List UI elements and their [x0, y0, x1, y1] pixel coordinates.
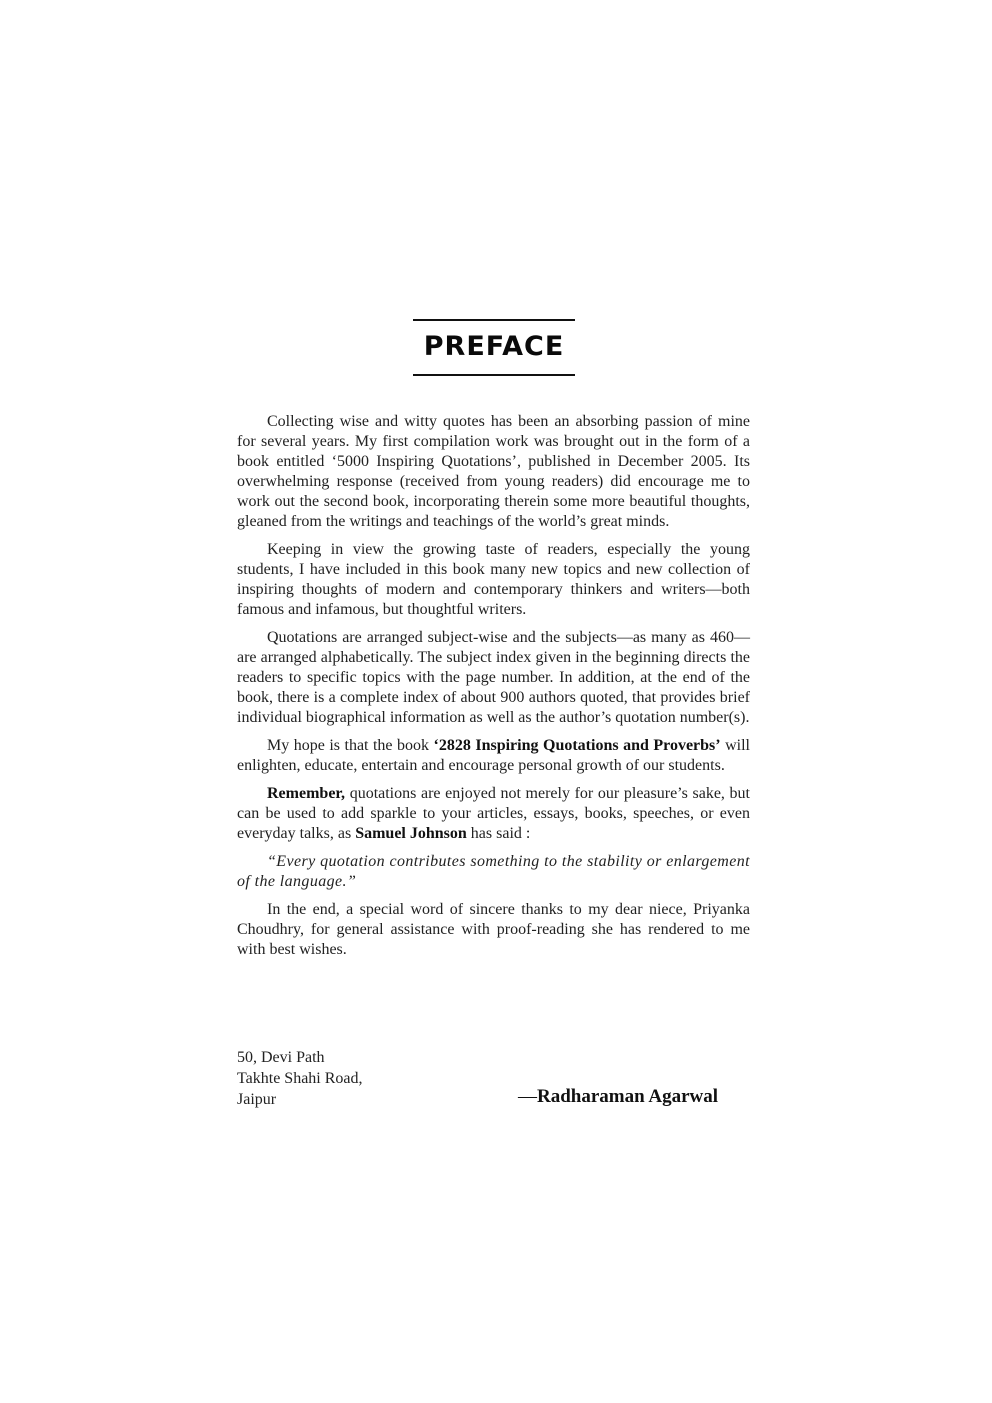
paragraph-5: [237, 784, 750, 844]
address-block: [237, 1047, 363, 1110]
signature-dash: —: [518, 1086, 537, 1107]
paragraph-1: Collecting wise and witty quotes has been an absorbing passion of mine for several years. My first compilation work was brought out in the form of a book entitled ‘5000 Inspiring Quotations’, published in December 2005. Its overwhelming response (received from young readers) did encourage me to work out the second book, incorporating therein some more beautiful thoughts, gleaned from the writings and teachings of the world’s great minds.: [237, 413, 750, 530]
paragraph-5-text: quotations are enjoyed not merely for our pleasure’s sake, but can be used to add sparkle to your articles, essays, books, speeches, or even everyday talks, as: [237, 785, 750, 842]
paragraph-3: Quotations are arranged subject-wise and the subjects—as many as 460—are arranged alphabetically. The subject index given in the beginning directs the readers to specific topics with the page number. In addition, at the end of the book, there is a complete index of about 900 authors quoted, that provides brief individual biographical information as well as the author’s quotation number(s).: [237, 629, 750, 726]
book-title: ‘2828 Inspiring Quotations and Proverbs’: [433, 737, 721, 754]
address-line-3: Jaipur: [237, 1091, 277, 1108]
quoted-author: Samuel Johnson: [355, 825, 467, 842]
address-line-1: 50, Devi Path: [237, 1049, 325, 1066]
paragraph-5-text-end: has said :: [466, 825, 531, 842]
author-name: Radharaman Agarwal: [537, 1086, 719, 1107]
address-line-2: Takhte Shahi Road,: [237, 1070, 363, 1087]
paragraph-4-text-end: will enlighten, educate, entertain and encourage personal growth of our students.: [237, 737, 750, 774]
title-block: [413, 319, 575, 377]
author-signature: [518, 1086, 718, 1108]
paragraph-4: [237, 736, 750, 776]
johnson-quote: “Every quotation contributes something to the stability or enlargement of the language.”: [237, 853, 750, 890]
paragraph-2: Keeping in view the growing taste of readers, especially the young students, I have included in this book many new topics and new collection of inspiring thoughts of modern and contemporary thinkers and writers—both famous and infamous, but thoughtful writers.: [237, 541, 750, 618]
title-rule-top: [413, 319, 575, 321]
remember-emphasis: Remember,: [267, 785, 346, 802]
paragraph-4-text: My hope is that the book: [267, 737, 434, 754]
page-title: PREFACE: [423, 331, 565, 362]
title-rule-bottom: [413, 374, 575, 376]
paragraph-6: In the end, a special word of sincere thanks to my dear niece, Priyanka Choudhry, for general assistance with proof-reading she has rendered to me with best wishes.: [237, 901, 750, 958]
preface-body: [237, 412, 750, 968]
